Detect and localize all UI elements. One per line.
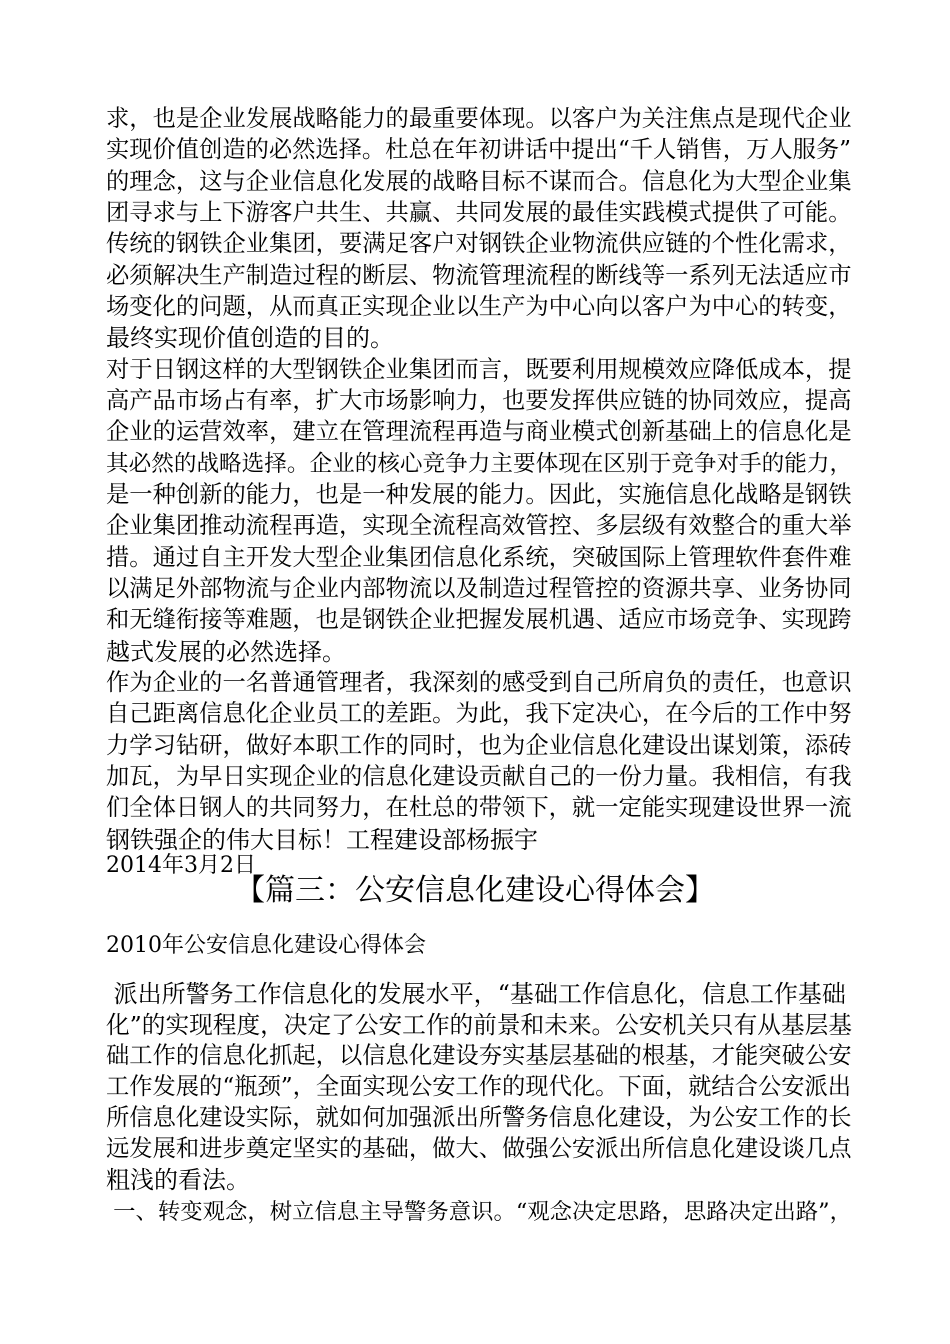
paragraph-line: 加瓦，为早日实现企业的信息化建设贡献自己的一份力量。我相信，有我 — [106, 763, 852, 790]
paragraph-line: 粗浅的看法。 — [106, 1166, 250, 1194]
paragraph-line: 企业的运营效率，建立在管理流程再造与商业模式创新基础上的信息化是 — [106, 418, 852, 445]
paragraph-line: 对于日钢这样的大型钢铁企业集团而言，既要利用规模效应降低成本，提 — [106, 356, 852, 383]
paragraph-line: 措。通过自主开发大型企业集团信息化系统，突破国际上管理软件套件难 — [106, 544, 852, 571]
paragraph-line: 力学习钻研，做好本职工作的同时，也为企业信息化建设出谋划策，添砖 — [106, 732, 852, 759]
paragraph-line: 所信息化建设实际，就如何加强派出所警务信息化建设，为公安工作的长 — [106, 1104, 852, 1131]
paragraph-line: 团寻求与上下游客户共生、共赢、共同发展的最佳实践模式提供了可能。 — [106, 199, 852, 226]
document-date: 2014年3月2日 — [106, 853, 256, 878]
paragraph-line: 化”的实现程度，决定了公安工作的前景和未来。公安机关只有从基层基 — [106, 1011, 852, 1039]
paragraph-line: 传统的钢铁企业集团，要满足客户对钢铁企业物流供应链的个性化需求， — [106, 230, 852, 257]
paragraph-line: 以满足外部物流与企业内部物流以及制造过程管控的资源共享、业务协同 — [106, 575, 852, 602]
paragraph-line: 一、转变观念，树立信息主导警务意识。“观念决定思路，思路决定出路”， — [106, 1199, 852, 1225]
paragraph-line: 们全体日钢人的共同努力，在杜总的带领下，就一定能实现建设世界一流 — [106, 794, 852, 821]
paragraph-line: 高产品市场占有率，扩大市场影响力，也要发挥供应链的协同效应，提高 — [106, 387, 852, 414]
paragraph-line: 派出所警务工作信息化的发展水平，“基础工作信息化，信息工作基础 — [106, 980, 846, 1008]
paragraph-line: 作为企业的一名普通管理者，我深刻的感受到自己所肩负的责任，也意识 — [106, 669, 852, 696]
paragraph-line: 和无缝衔接等难题，也是钢铁企业把握发展机遇、适应市场竞争、实现跨 — [106, 606, 852, 633]
paragraph-line: 实现价值创造的必然选择。杜总在年初讲话中提出“千人销售，万人服务” — [106, 136, 852, 163]
paragraph-line: 础工作的信息化抓起，以信息化建设夯实基层基础的根基，才能突破公安 — [106, 1042, 852, 1069]
paragraph-line: 最终实现价值创造的目的。 — [106, 324, 394, 352]
paragraph-line: 场变化的问题，从而真正实现企业以生产为中心向以客户为中心的转变， — [106, 293, 852, 320]
paragraph-line: 越式发展的必然选择。 — [106, 638, 346, 666]
section-subheading: 2010年公安信息化建设心得体会 — [106, 933, 426, 958]
paragraph-line: 必须解决生产制造过程的断层、物流管理流程的断线等一系列无法适应市 — [106, 262, 852, 289]
paragraph-line: 求，也是企业发展战略能力的最重要体现。以客户为关注焦点是现代企业 — [106, 105, 852, 132]
paragraph-line: 自己距离信息化企业员工的差距。为此，我下定决心，在今后的工作中努 — [106, 700, 852, 727]
paragraph-line: 企业集团推动流程再造，实现全流程高效管控、多层级有效整合的重大举 — [106, 512, 852, 539]
section-heading: 【篇三：公安信息化建设心得体会】 — [235, 873, 715, 908]
paragraph-line: 的理念，这与企业信息化发展的战略目标不谋而合。信息化为大型企业集 — [106, 168, 852, 195]
paragraph-line: 工作发展的“瓶颈”，全面实现公安工作的现代化。下面，就结合公安派出 — [106, 1073, 852, 1100]
paragraph-line: 是一种创新的能力，也是一种发展的能力。因此，实施信息化战略是钢铁 — [106, 481, 852, 508]
paragraph-line: 其必然的战略选择。企业的核心竞争力主要体现在区别于竞争对手的能力， — [106, 451, 853, 477]
paragraph-line: 远发展和进步奠定坚实的基础，做大、做强公安派出所信息化建设谈几点 — [106, 1135, 852, 1162]
paragraph-line: 钢铁强企的伟大目标！工程建设部杨振宇 — [106, 826, 538, 854]
